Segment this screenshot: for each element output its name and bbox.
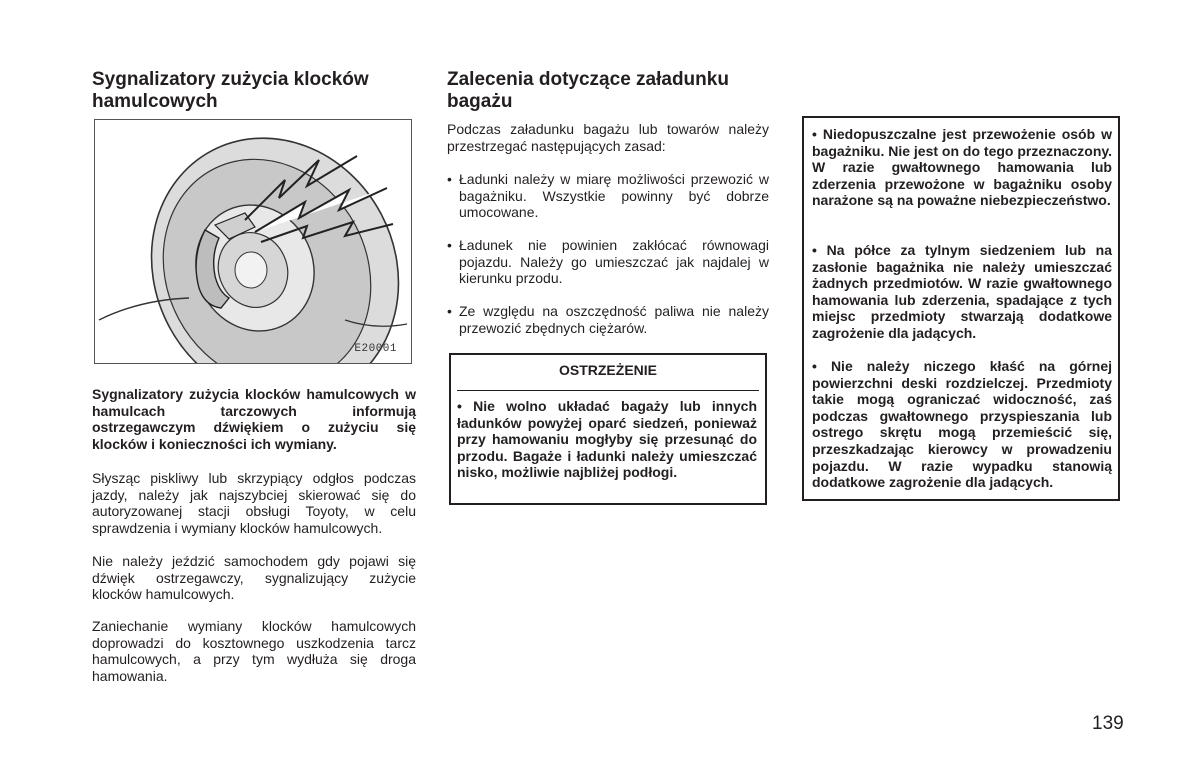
figure-code: E20001 <box>354 343 397 355</box>
brake-wear-intro: Sygnalizatory zużycia klocków hamulcowych w hamulcach tarczowych informują ostrzegawczym dźwiękiem o zużyciu się klocków i konieczności ich wymiany. <box>92 386 416 452</box>
warning-text: • Nie wolno układać bagaży lub innych ładunków powyżej oparć siedzeń, ponieważ przy hamowaniu mogłyby się przesunąć do przodu. Bagaże i ładunki należy umieszczać nisko, możliwie najbliżej podłogi. <box>457 398 757 481</box>
warning-title: OSTRZEŻENIE <box>558 362 657 378</box>
paragraph-1: Słysząc piskliwy lub skrzypiący odgłos podczas jazdy, należy jak najszybciej skierować się do autoryzowanej stacji obsługi Toyoty, w celu sprawdzenia i wymiany klocków hamulcowych. <box>92 470 416 536</box>
caution-item-3: • Nie należy niczego kłaść na górnej powierzchni deski rozdzielczej. Przedmioty takie mogą ograniczać widoczność, zaś podczas gwałtownego przyspieszania lub ostrego skrętu mogą przemieścić się, przeszkadzając kierowcy w prowadzeniu pojazdu. W razie wypadku stanowią dodatkowe zagrożenie dla jadących. <box>812 358 1112 491</box>
loading-bullet-list-2 <box>447 237 769 287</box>
paragraph-3: Zaniechanie wymiany klocków hamulcowych doprowadzi do kosztownego uszkodzenia tarcz hamulcowych, a przy tym wydłuża się droga hamowania. <box>92 618 416 684</box>
list-item: • Ładunek nie powinien zakłócać równowagi pojazdu. Należy go umieszczać jak najdalej w kierunku przodu. <box>447 237 769 287</box>
list-item: • Ze względu na oszczędność paliwa nie należy przewozić zbędnych ciężarów. <box>447 303 769 336</box>
caution-item-1: • Niedopuszczalne jest przewożenie osób w bagażniku. Nie jest on do tego przeznaczony. W razie gwałtownego hamowania lub zderzenia przewożone w bagażniku osoby narażone są na poważne niebezpieczeństwo. <box>812 126 1113 209</box>
brake-wear-indicator-illustration <box>94 119 412 364</box>
page-number: 139 <box>1092 713 1124 734</box>
list-item: • Ładunki należy w miarę możliwości przewozić w bagażniku. Wszystkie powinny być dobrze umocowane. <box>447 171 769 221</box>
paragraph-2: Nie należy jeździć samochodem gdy pojawi się dźwięk ostrzegawczy, sygnalizujący zużycie klocków hamulcowych. <box>92 553 416 602</box>
loading-heading: Zalecenia dotyczące załadunku bagażu <box>447 69 729 112</box>
loading-intro: Podczas załadunku bagażu lub towarów należy przestrzegać następujących zasad: <box>447 121 769 154</box>
loading-bullet-list <box>447 171 769 221</box>
warning-divider <box>457 390 759 391</box>
caution-item-2: • Na półce za tylnym siedzeniem lub na zasłonie bagażnika nie należy umieszczać żadnych przedmiotów. W razie gwałtownego hamowania lub zderzenia, spadające z tych miejsc przedmioty stwarzają dodatkowe zagrożenie dla jadących. <box>812 242 1112 341</box>
caution-box <box>802 116 1120 501</box>
warning-box <box>449 353 767 505</box>
brake-wear-heading: Sygnalizatory zużycia klocków hamulcowych <box>92 69 369 112</box>
brake-disc-drawing <box>95 120 411 363</box>
loading-bullet-list-3 <box>447 303 769 336</box>
